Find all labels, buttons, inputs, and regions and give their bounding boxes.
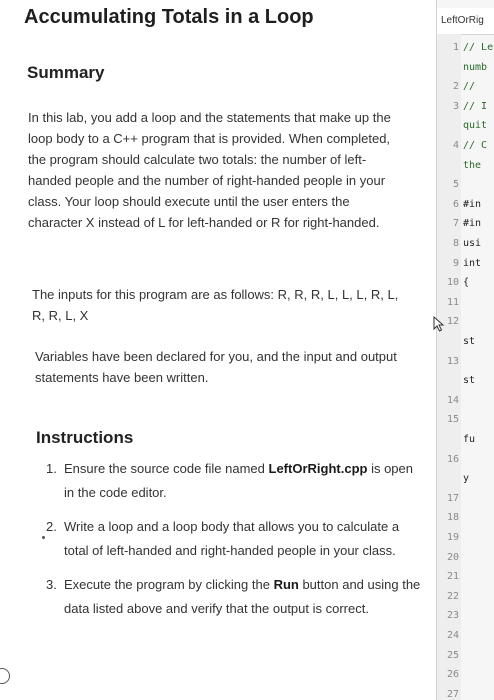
step-number: 2. [46,519,57,534]
code-line[interactable] [437,648,494,664]
line-number: 13 [446,355,459,367]
line-number: 3 [452,100,459,112]
code-text: // Le [463,42,494,53]
code-text: // C [463,140,488,151]
code-line[interactable] [437,197,494,213]
code-line[interactable] [437,452,494,468]
code-editor-panel[interactable] [436,0,494,700]
line-number: 23 [446,610,459,622]
code-text: // I [463,100,488,112]
code-line[interactable] [437,60,494,76]
code-line[interactable] [437,118,494,134]
instructions-heading: Instructions [36,428,134,447]
step-text: is open in the code editor. [64,461,413,500]
code-text: y [463,473,470,485]
line-number: 16 [446,453,459,465]
line-number: 15 [446,414,459,426]
code-line[interactable] [437,510,494,526]
code-text: // [463,81,476,93]
code-line[interactable] [437,373,494,389]
inputs-paragraph: The inputs for this program are as follows: R, R, R, L, L, L, R, L, R, R, L, X [32,287,399,323]
line-number: 19 [446,532,459,543]
code-line[interactable] [437,412,494,428]
line-number: 22 [446,590,459,602]
code-line[interactable] [437,275,494,291]
instruction-step [46,573,426,621]
code-text: fu [463,434,476,445]
line-number: 26 [446,669,459,681]
line-number: 10 [446,277,459,289]
step-number: 1. [46,461,57,476]
code-line[interactable] [437,491,494,507]
line-number: 12 [446,316,459,328]
line-number: 2 [452,81,459,93]
line-number: 21 [446,571,459,583]
line-number: 20 [446,551,459,563]
code-line[interactable] [437,608,494,624]
code-text: #in [463,198,482,210]
line-number: 1 [452,42,459,53]
line-number: 17 [446,492,459,504]
step-number: 3. [46,577,57,592]
code-line[interactable] [437,256,494,272]
variables-paragraph: Variables have been declared for you, and the input and output statements have been written. [35,349,397,385]
code-text: { [463,277,470,289]
line-number: 7 [452,218,459,230]
code-text: usi [463,238,482,249]
step-run-label: Run [273,577,299,592]
code-line[interactable] [437,177,494,193]
step-text: Write a loop and a loop body that allows you to calculate a total of left-handed and right-handed people in your class. [64,519,400,558]
code-text: numb [463,61,488,73]
code-line[interactable] [437,295,494,311]
step-text: Execute the program by clicking the [64,577,274,592]
code-text: st [463,375,476,387]
line-number: 8 [452,238,459,249]
code-line[interactable] [437,589,494,605]
code-line[interactable] [437,158,494,174]
step-text: button and using the data listed above and verify that the output is correct. [64,577,421,616]
line-number: 11 [446,296,459,308]
code-line[interactable] [437,79,494,95]
file-tab[interactable]: LeftOrRig [437,8,494,35]
step-filename: LeftOrRight.cpp [268,461,368,476]
code-line[interactable] [437,569,494,585]
instructions-list [46,457,426,631]
code-text: quit [463,120,488,132]
bullet-dot [42,536,45,539]
code-line[interactable] [437,550,494,566]
code-text: #in [463,218,482,230]
summary-paragraph: In this lab, you add a loop and the statements that make up the loop body to a C++ program that is provided. When completed, the program should calculate two totals: the number of left-handed people and the number of right-handed people in your class. Your loop should execute until the user enters the character X instead of L for left-handed or R for right-handed. [28,110,391,230]
line-number: 27 [446,688,459,700]
code-line[interactable] [437,216,494,232]
code-text: int [463,257,482,269]
code-line[interactable] [437,471,494,487]
code-line[interactable] [437,236,494,252]
line-number: 5 [452,179,459,191]
code-line[interactable] [437,393,494,409]
line-number: 25 [446,649,459,661]
code-text: the [463,159,482,171]
instruction-step [46,457,426,505]
line-number: 14 [446,394,459,406]
code-line[interactable] [437,40,494,56]
code-line[interactable] [437,334,494,350]
page-title: Accumulating Totals in a Loop [24,6,314,28]
line-number: 4 [452,140,459,151]
code-line[interactable] [437,530,494,546]
instruction-step [46,515,426,563]
code-line[interactable] [437,138,494,154]
step-text: Ensure the source code file named [64,461,269,476]
code-text: st [463,336,476,347]
code-line[interactable] [437,628,494,644]
code-line[interactable] [437,99,494,115]
mouse-cursor-icon [433,316,447,332]
code-line[interactable] [437,667,494,683]
code-line[interactable] [437,432,494,448]
code-line[interactable] [437,354,494,370]
line-number: 18 [446,512,459,524]
code-line[interactable] [437,687,494,700]
summary-heading: Summary [27,63,105,82]
line-number: 9 [452,257,459,269]
line-number: 24 [446,630,459,641]
line-number: 6 [452,198,459,210]
